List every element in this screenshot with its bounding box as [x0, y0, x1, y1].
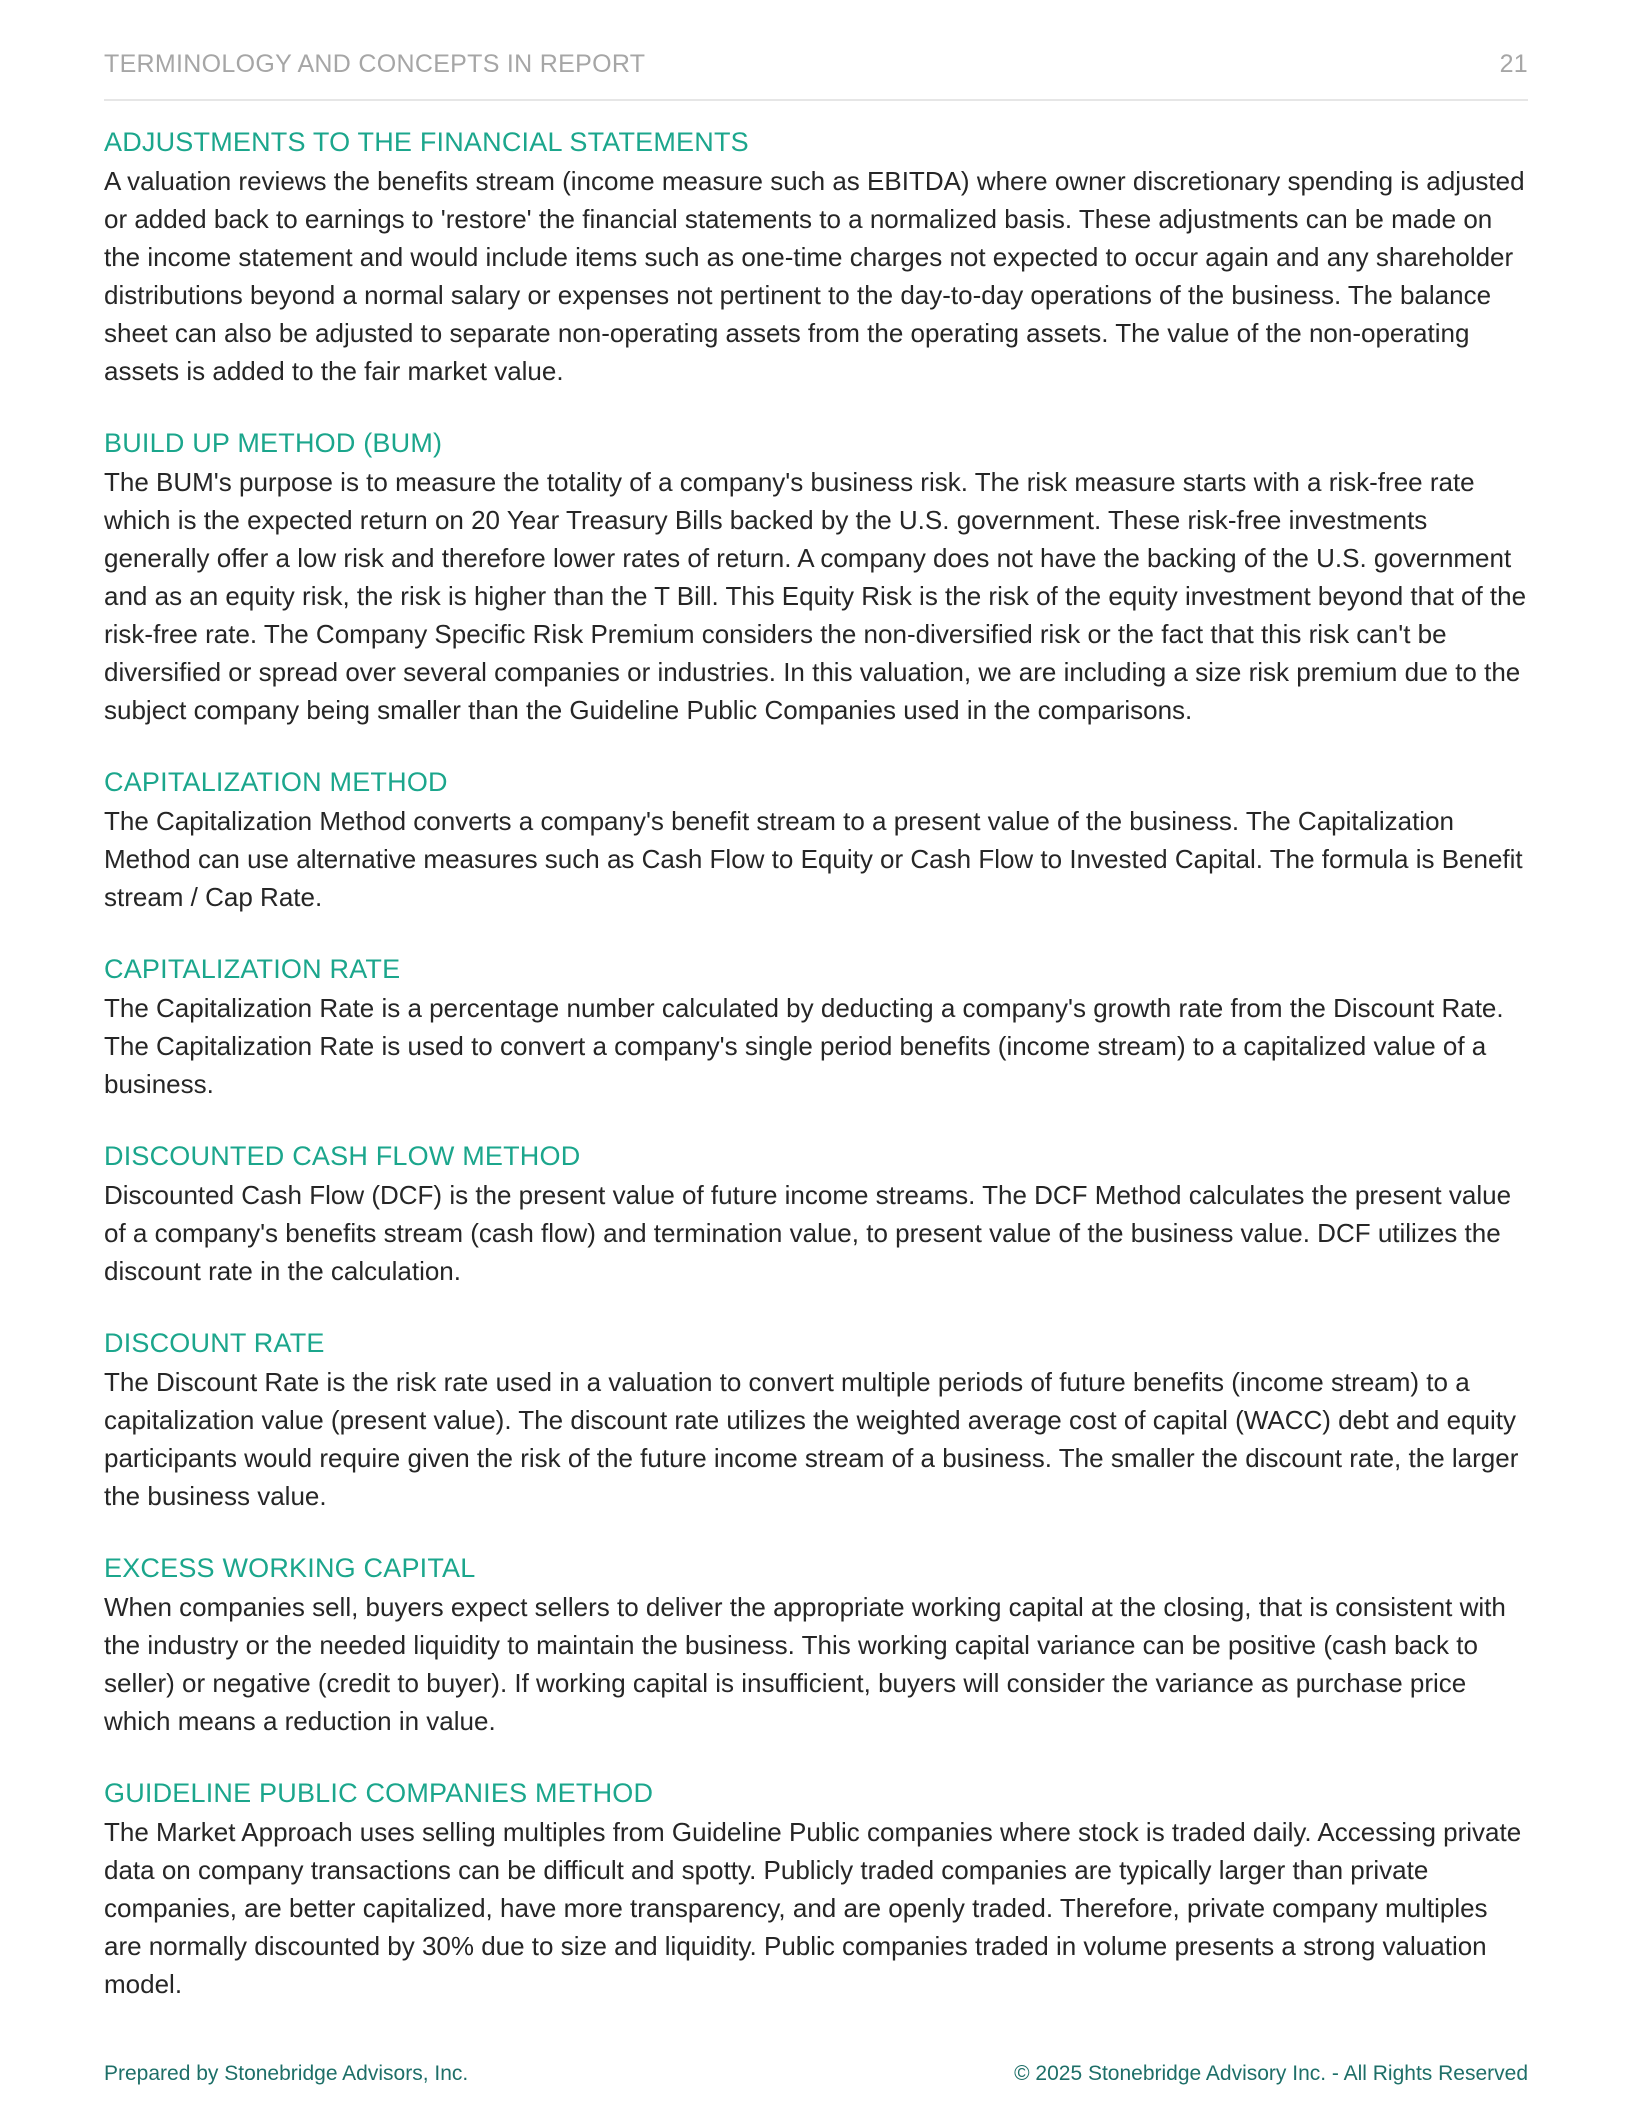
section-build-up-method	[104, 423, 1528, 729]
section-capitalization-rate	[104, 949, 1528, 1103]
section-body: The Market Approach uses selling multiples from Guideline Public companies where stock is traded daily. Accessing private data on company transactions can be difficult and spotty. Publicly traded companies are typically larger than private companies, are better capitalized, have more transparency, and are openly traded. Therefore, private company multiples are normally discounted by 30% due to size and liquidity. Public companies traded in volume presents a strong valuation model.	[104, 1817, 1522, 1999]
section-body: The BUM's purpose is to measure the totality of a company's business risk. The risk measure starts with a risk-free rate which is the expected return on 20 Year Treasury Bills backed by the U.S. government. These risk-free investments generally offer a low risk and therefore lower rates of return. A company does not have the backing of the U.S. government and as an equity risk, the risk is higher than the T Bill. This Equity Risk is the risk of the equity investment beyond that of the risk-free rate. The Company Specific Risk Premium considers the non-diversified risk or the fact that this risk can't be diversified or spread over several companies or industries. In this valuation, we are including a size risk premium due to the subject company being smaller than the Guideline Public Companies used in the comparisons.	[104, 467, 1527, 725]
section-capitalization-method	[104, 762, 1528, 916]
footer-copyright: © 2025 Stonebridge Advisory Inc. - All Rights Reserved	[1014, 2062, 1528, 2085]
section-discounted-cash-flow	[104, 1136, 1528, 1290]
section-body: The Capitalization Rate is a percentage number calculated by deducting a company's growth rate from the Discount Rate. The Capitalization Rate is used to convert a company's single period benefits (income stream) to a capitalized value of a business.	[104, 993, 1504, 1099]
section-title: EXCESS WORKING CAPITAL	[104, 1553, 476, 1583]
section-title: GUIDELINE PUBLIC COMPANIES METHOD	[104, 1778, 654, 1808]
terminology-content	[104, 122, 1528, 2036]
header-divider	[104, 99, 1528, 101]
page-footer	[104, 2062, 1528, 2086]
section-title: DISCOUNTED CASH FLOW METHOD	[104, 1141, 581, 1171]
section-discount-rate	[104, 1323, 1528, 1515]
section-title: DISCOUNT RATE	[104, 1328, 325, 1358]
section-body: When companies sell, buyers expect sellers to deliver the appropriate working capital at the closing, that is consistent with the industry or the needed liquidity to maintain the business. This working capital variance can be positive (cash back to seller) or negative (credit to buyer). If working capital is insufficient, buyers will consider the variance as purchase price which means a reduction in value.	[104, 1592, 1506, 1736]
section-title: CAPITALIZATION RATE	[104, 954, 401, 984]
section-body: A valuation reviews the benefits stream (income measure such as EBITDA) where owner discretionary spending is adjusted or added back to earnings to 'restore' the financial statements to a normalized basis. These adjustments can be made on the income statement and would include items such as one-time charges not expected to occur again and any shareholder distributions beyond a normal salary or expenses not pertinent to the day-to-day operations of the business. The balance sheet can also be adjusted to separate non-operating assets from the operating assets. The value of the non-operating assets is added to the fair market value.	[104, 166, 1525, 386]
section-body: Discounted Cash Flow (DCF) is the present value of future income streams. The DCF Method calculates the present value of a company's benefits stream (cash flow) and termination value, to present value of the business value. DCF utilizes the discount rate in the calculation.	[104, 1180, 1512, 1286]
header-title: TERMINOLOGY AND CONCEPTS IN REPORT	[104, 49, 646, 78]
page-header	[104, 44, 1528, 84]
section-guideline-public-companies	[104, 1773, 1528, 2003]
page-number: 21	[1499, 49, 1528, 78]
section-title: CAPITALIZATION METHOD	[104, 767, 448, 797]
section-body: The Capitalization Method converts a company's benefit stream to a present value of the business. The Capitalization Method can use alternative measures such as Cash Flow to Equity or Cash Flow to Invested Capital. The formula is Benefit stream / Cap Rate.	[104, 806, 1523, 912]
section-adjustments	[104, 122, 1528, 390]
section-title: ADJUSTMENTS TO THE FINANCIAL STATEMENTS	[104, 127, 749, 157]
document-page	[104, 0, 1528, 2113]
section-body: The Discount Rate is the risk rate used in a valuation to convert multiple periods of future benefits (income stream) to a capitalization value (present value). The discount rate utilizes the weighted average cost of capital (WACC) debt and equity participants would require given the risk of the future income stream of a business. The smaller the discount rate, the larger the business value.	[104, 1367, 1519, 1511]
section-excess-working-capital	[104, 1548, 1528, 1740]
section-title: BUILD UP METHOD (BUM)	[104, 428, 443, 458]
footer-prepared-by: Prepared by Stonebridge Advisors, Inc.	[104, 2062, 469, 2085]
